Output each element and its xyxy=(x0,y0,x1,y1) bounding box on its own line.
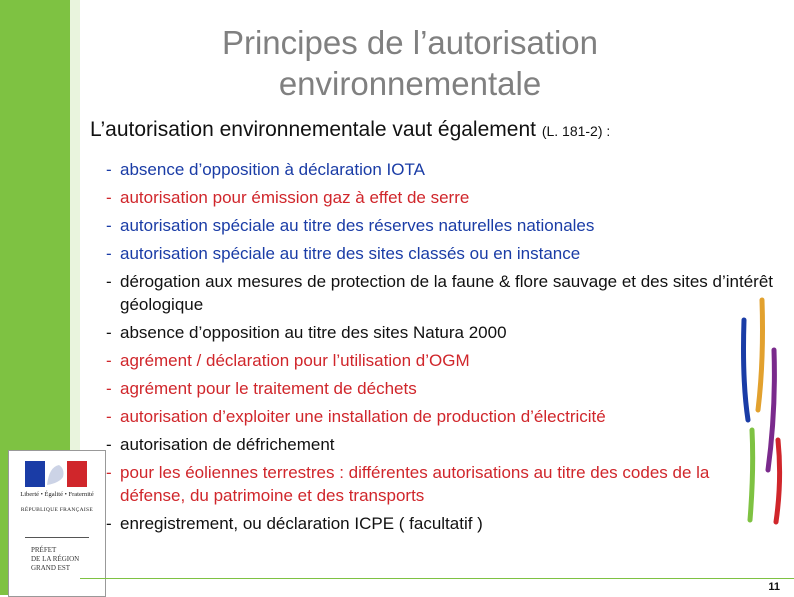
list-item: - absence d’opposition à déclaration IOTA xyxy=(106,158,776,181)
list-item: - absence d’opposition au titre des sites Natura 2000 xyxy=(106,321,776,344)
list-item: - agrément pour le traitement de déchets xyxy=(106,377,776,400)
subtitle-text: L’autorisation environnementale vaut également xyxy=(90,118,536,141)
logo-divider xyxy=(25,537,89,538)
slide-title xyxy=(110,22,710,104)
logo-prefet-line-3: GRAND EST xyxy=(31,564,71,572)
logo-prefet-line-2: DE LA RÉGION xyxy=(31,555,80,563)
decorative-color-strokes xyxy=(718,290,794,530)
list-item: - autorisation spéciale au titre des sites classés ou en instance xyxy=(106,242,776,265)
list-item: - pour les éoliennes terrestres : différentes autorisations au titre des codes de la défense, du patrimoine et des transports xyxy=(106,461,776,507)
footer-line xyxy=(80,578,794,579)
marianne-flag-icon xyxy=(25,461,87,487)
slide-subtitle xyxy=(90,118,610,142)
page-number: 11 xyxy=(768,581,780,593)
list-item: - autorisation de défrichement xyxy=(106,433,776,456)
list-item: - autorisation d’exploiter une installation de production d’électricité xyxy=(106,405,776,428)
logo-motto: Liberté • Égalité • Fraternité xyxy=(20,491,94,498)
authorisations-list xyxy=(106,158,776,540)
logo-prefet-line-1: PRÉFET xyxy=(31,546,57,554)
list-item: - enregistrement, ou déclaration ICPE ( facultatif ) xyxy=(106,512,776,535)
list-item: - autorisation pour émission gaz à effet de serre xyxy=(106,186,776,209)
subtitle-legal-reference: (L. 181-2) : xyxy=(541,123,611,139)
logo-prefet xyxy=(31,546,79,573)
list-item: - dérogation aux mesures de protection de la faune & flore sauvage et des sites d’intérêt géologique xyxy=(106,270,776,316)
list-item: - agrément / déclaration pour l’utilisation d’OGM xyxy=(106,349,776,372)
logo-republic: RÉPUBLIQUE FRANÇAISE xyxy=(20,507,94,513)
list-item: - autorisation spéciale au titre des réserves naturelles nationales xyxy=(106,214,776,237)
slide-title-line-2: environnementale xyxy=(278,65,542,102)
slide-title-line-1: Principes de l’autorisation xyxy=(221,24,599,61)
prefecture-logo xyxy=(8,450,106,597)
